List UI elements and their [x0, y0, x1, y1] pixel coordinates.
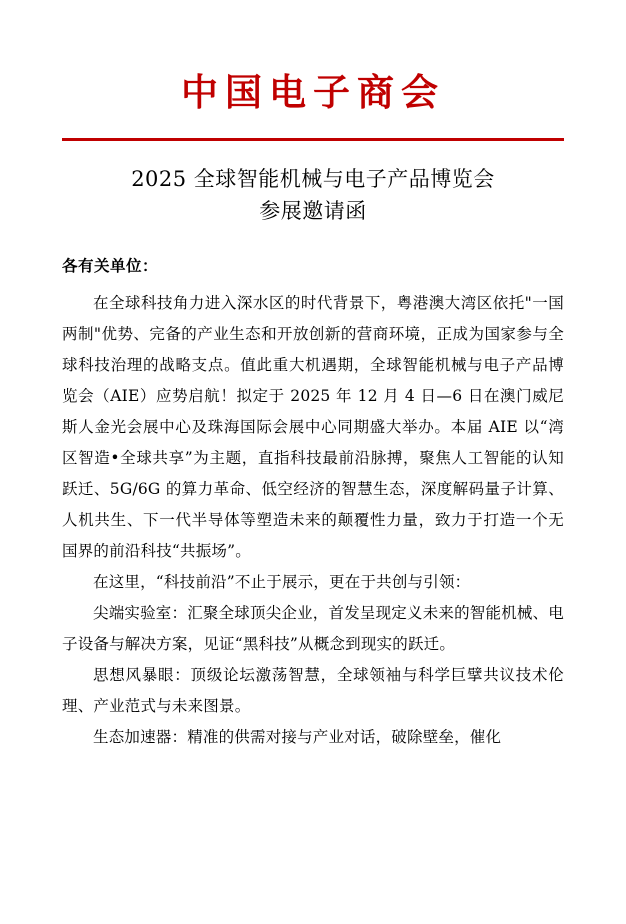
red-divider-rule — [62, 138, 564, 141]
salutation: 各有关单位： — [62, 255, 159, 275]
document-title — [62, 163, 564, 228]
paragraph: 尖端实验室：汇聚全球顶尖企业，首发呈现定义未来的智能机械、电子设备与解决方案，见证“黑科技”从概念到现实的跃迁。 — [62, 603, 565, 653]
document-title-line2: 参展邀请函 — [259, 199, 367, 224]
body-text — [62, 288, 564, 753]
document-title-line1: 2025 全球智能机械与电子产品博览会 — [131, 166, 495, 191]
organization-title: 中国电子商会 — [181, 70, 445, 114]
paragraph: 生态加速器：精准的供需对接与产业对话，破除壁垒，催化 — [93, 727, 502, 746]
paragraph: 思想风暴眼：顶级论坛激荡智慧，全球领袖与科学巨擘共议技术伦理、产业范式与未来图景。 — [62, 665, 564, 715]
paragraph: 在全球科技角力进入深水区的时代背景下，粤港澳大湾区依托"一国两制"优势、完备的产业生态和开放创新的营商环境，正成为国家参与全球科技治理的战略支点。值此重大机遇期，全球智能机械与电子产品博览会（AIE）应势启航！拟定于 2025 年 12 月 4 日—6 日在澳门威尼斯人金光会展中心及珠海国际会展中心同期盛大举办。本届 AIE 以“湾区智造•全球共享”为主题，直指科技最前沿脉搏，聚焦人工智能的认知跃迁、5G/6G 的算力革命、低空经济的智慧生态，深度解码量子计算、人机共生、下一代半导体等塑造未来的颠覆性力量，致力于打造一个无国界的前沿科技“共振场”。 — [62, 293, 564, 560]
paragraph: 在这里，“科技前沿”不止于展示，更在于共创与引领： — [93, 572, 471, 591]
document-page — [0, 72, 626, 924]
